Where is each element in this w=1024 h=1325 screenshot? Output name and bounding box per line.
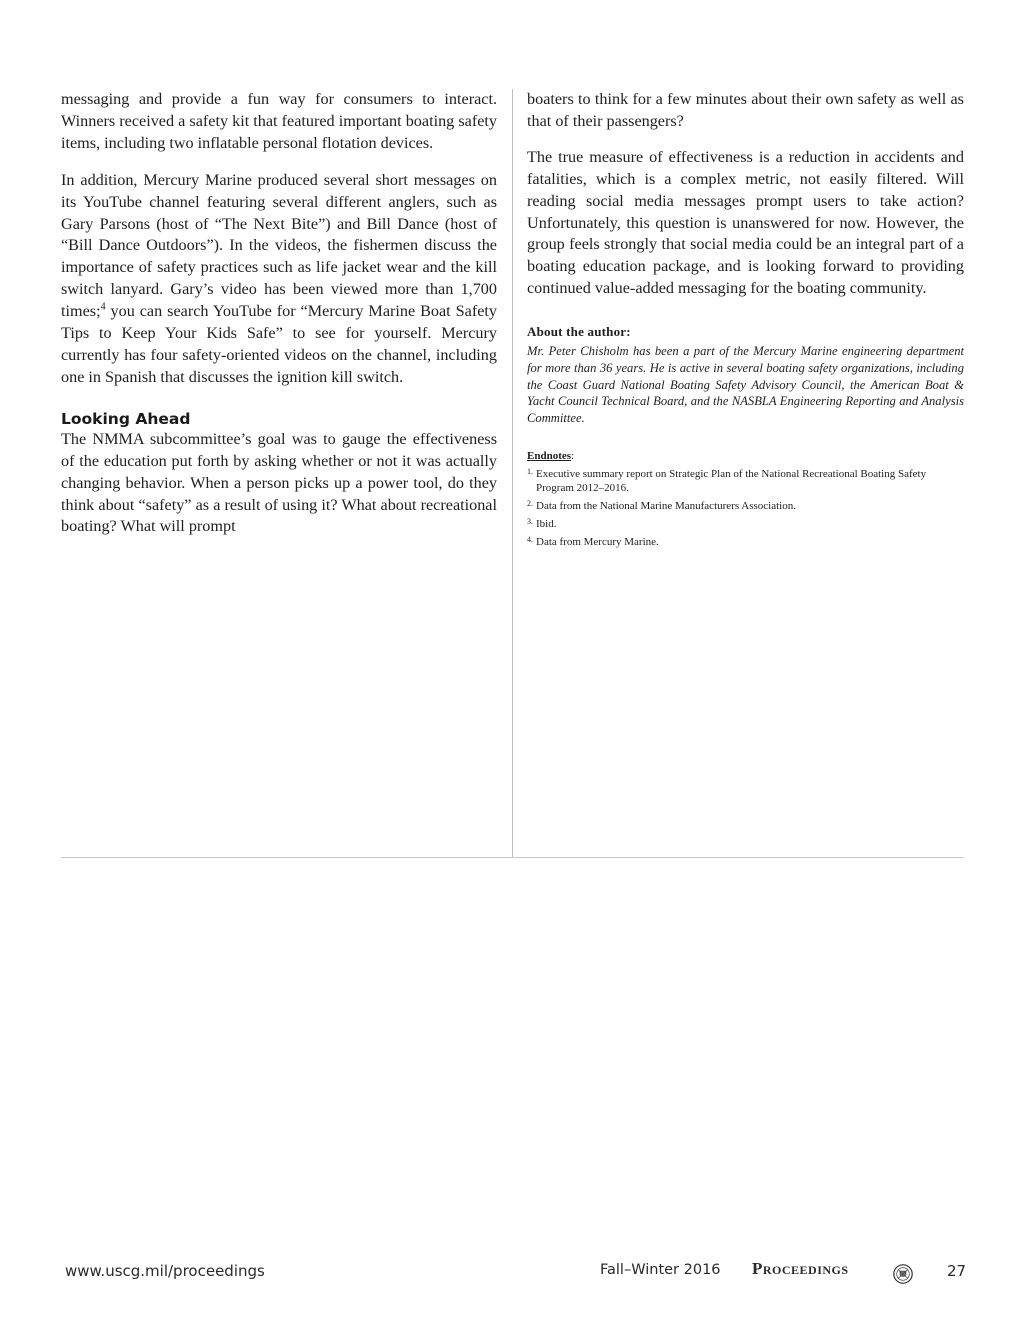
right-paragraph-1: boaters to think for a few minutes about their own safety as well as that of their passengers?	[527, 90, 964, 130]
endnote-number: 3.	[527, 516, 533, 526]
endnotes-title-row	[527, 449, 964, 463]
endnote-item	[527, 499, 964, 513]
endnote-number: 1.	[527, 466, 533, 476]
coast-guard-seal-icon	[893, 1264, 913, 1284]
left-column	[61, 89, 497, 538]
right-column	[527, 89, 964, 549]
endnote-item	[527, 517, 964, 531]
endnotes-title-colon: :	[571, 449, 575, 462]
page-number: 27	[947, 1262, 967, 1280]
footer-url-link[interactable]: www.uscg.mil/proceedings	[65, 1262, 265, 1280]
endnote-item	[527, 467, 964, 495]
left-paragraph-2-part-1: In addition, Mercury Marine produced several short messages on its YouTube channel featuring several different anglers, such as Gary Parsons (host of “The Next Bite”) and Bill Dance (host of “Bill Dance Outdoors”). In the videos, the fishermen discuss the importance of safety practices such as life jacket wear and the kill switch lanyard. Gary’s video has been viewed more than 1,700 times;	[61, 170, 497, 321]
endnotes	[527, 449, 964, 549]
endnote-text: Data from the National Marine Manufacturers Association.	[536, 499, 796, 512]
left-paragraph-2-part-2: you can search YouTube for “Mercury Marine Boat Safety Tips to Keep Your Kids Safe” to see for yourself. Mercury currently has four safety-oriented videos on the channel, including one in Spanish that discusses the ignition kill switch.	[61, 302, 497, 386]
about-author-text: Mr. Peter Chisholm has been a part of the Mercury Marine engineering department for more than 36 years. He is active in several boating safety organizations, including the Coast Guard National Boating Safety Advisory Council, the American Boat & Yacht Council Technical Board, and the NASBLA Engineering Reporting and Analysis Committee.	[527, 344, 964, 425]
column-divider	[512, 89, 513, 857]
endnote-text: Ibid.	[536, 517, 557, 530]
endnotes-title: Endnotes	[527, 449, 572, 462]
endnote-ref-4[interactable]: 4	[100, 301, 106, 313]
footer-issue-date: Fall–Winter 2016	[600, 1262, 721, 1278]
endnote-item	[527, 535, 964, 549]
about-author-heading: About the author:	[527, 324, 631, 340]
footer-magazine-title: Proceedings	[752, 1259, 849, 1278]
left-paragraph-2	[61, 170, 497, 389]
right-paragraph-2: The true measure of effectiveness is a reduction in accidents and fatalities, which is a complex metric, not easily filtered. Will reading social media messages prompt users to take action? Unfortunately, this question is unanswered for now. However, the group feels strongly that social media could be an integral part of a boating education package, and is looking forward to providing continued value-added messaging for the boating community.	[527, 147, 964, 298]
left-paragraph-1: messaging and provide a fun way for consumers to interact. Winners received a safety kit that featured important boating safety items, including two inflatable personal flotation devices.	[61, 90, 497, 152]
about-author-box	[527, 324, 964, 427]
endnote-number: 2.	[527, 498, 533, 508]
page-bottom-rule	[61, 857, 964, 858]
left-paragraph-3: The NMMA subcommittee’s goal was to gauge the effectiveness of the education put forth by asking whether or not it was actually changing behavior. When a person picks up a power tool, do they think about “safety” as a result of using it? What about recreational boating? What will prompt	[61, 429, 497, 536]
endnote-number: 4.	[527, 534, 533, 544]
section-heading-looking-ahead: Looking Ahead	[61, 409, 191, 428]
endnote-text: Executive summary report on Strategic Plan of the National Recreational Boating Safety Program 2012–2016.	[536, 467, 927, 494]
endnote-text: Data from Mercury Marine.	[536, 535, 659, 548]
